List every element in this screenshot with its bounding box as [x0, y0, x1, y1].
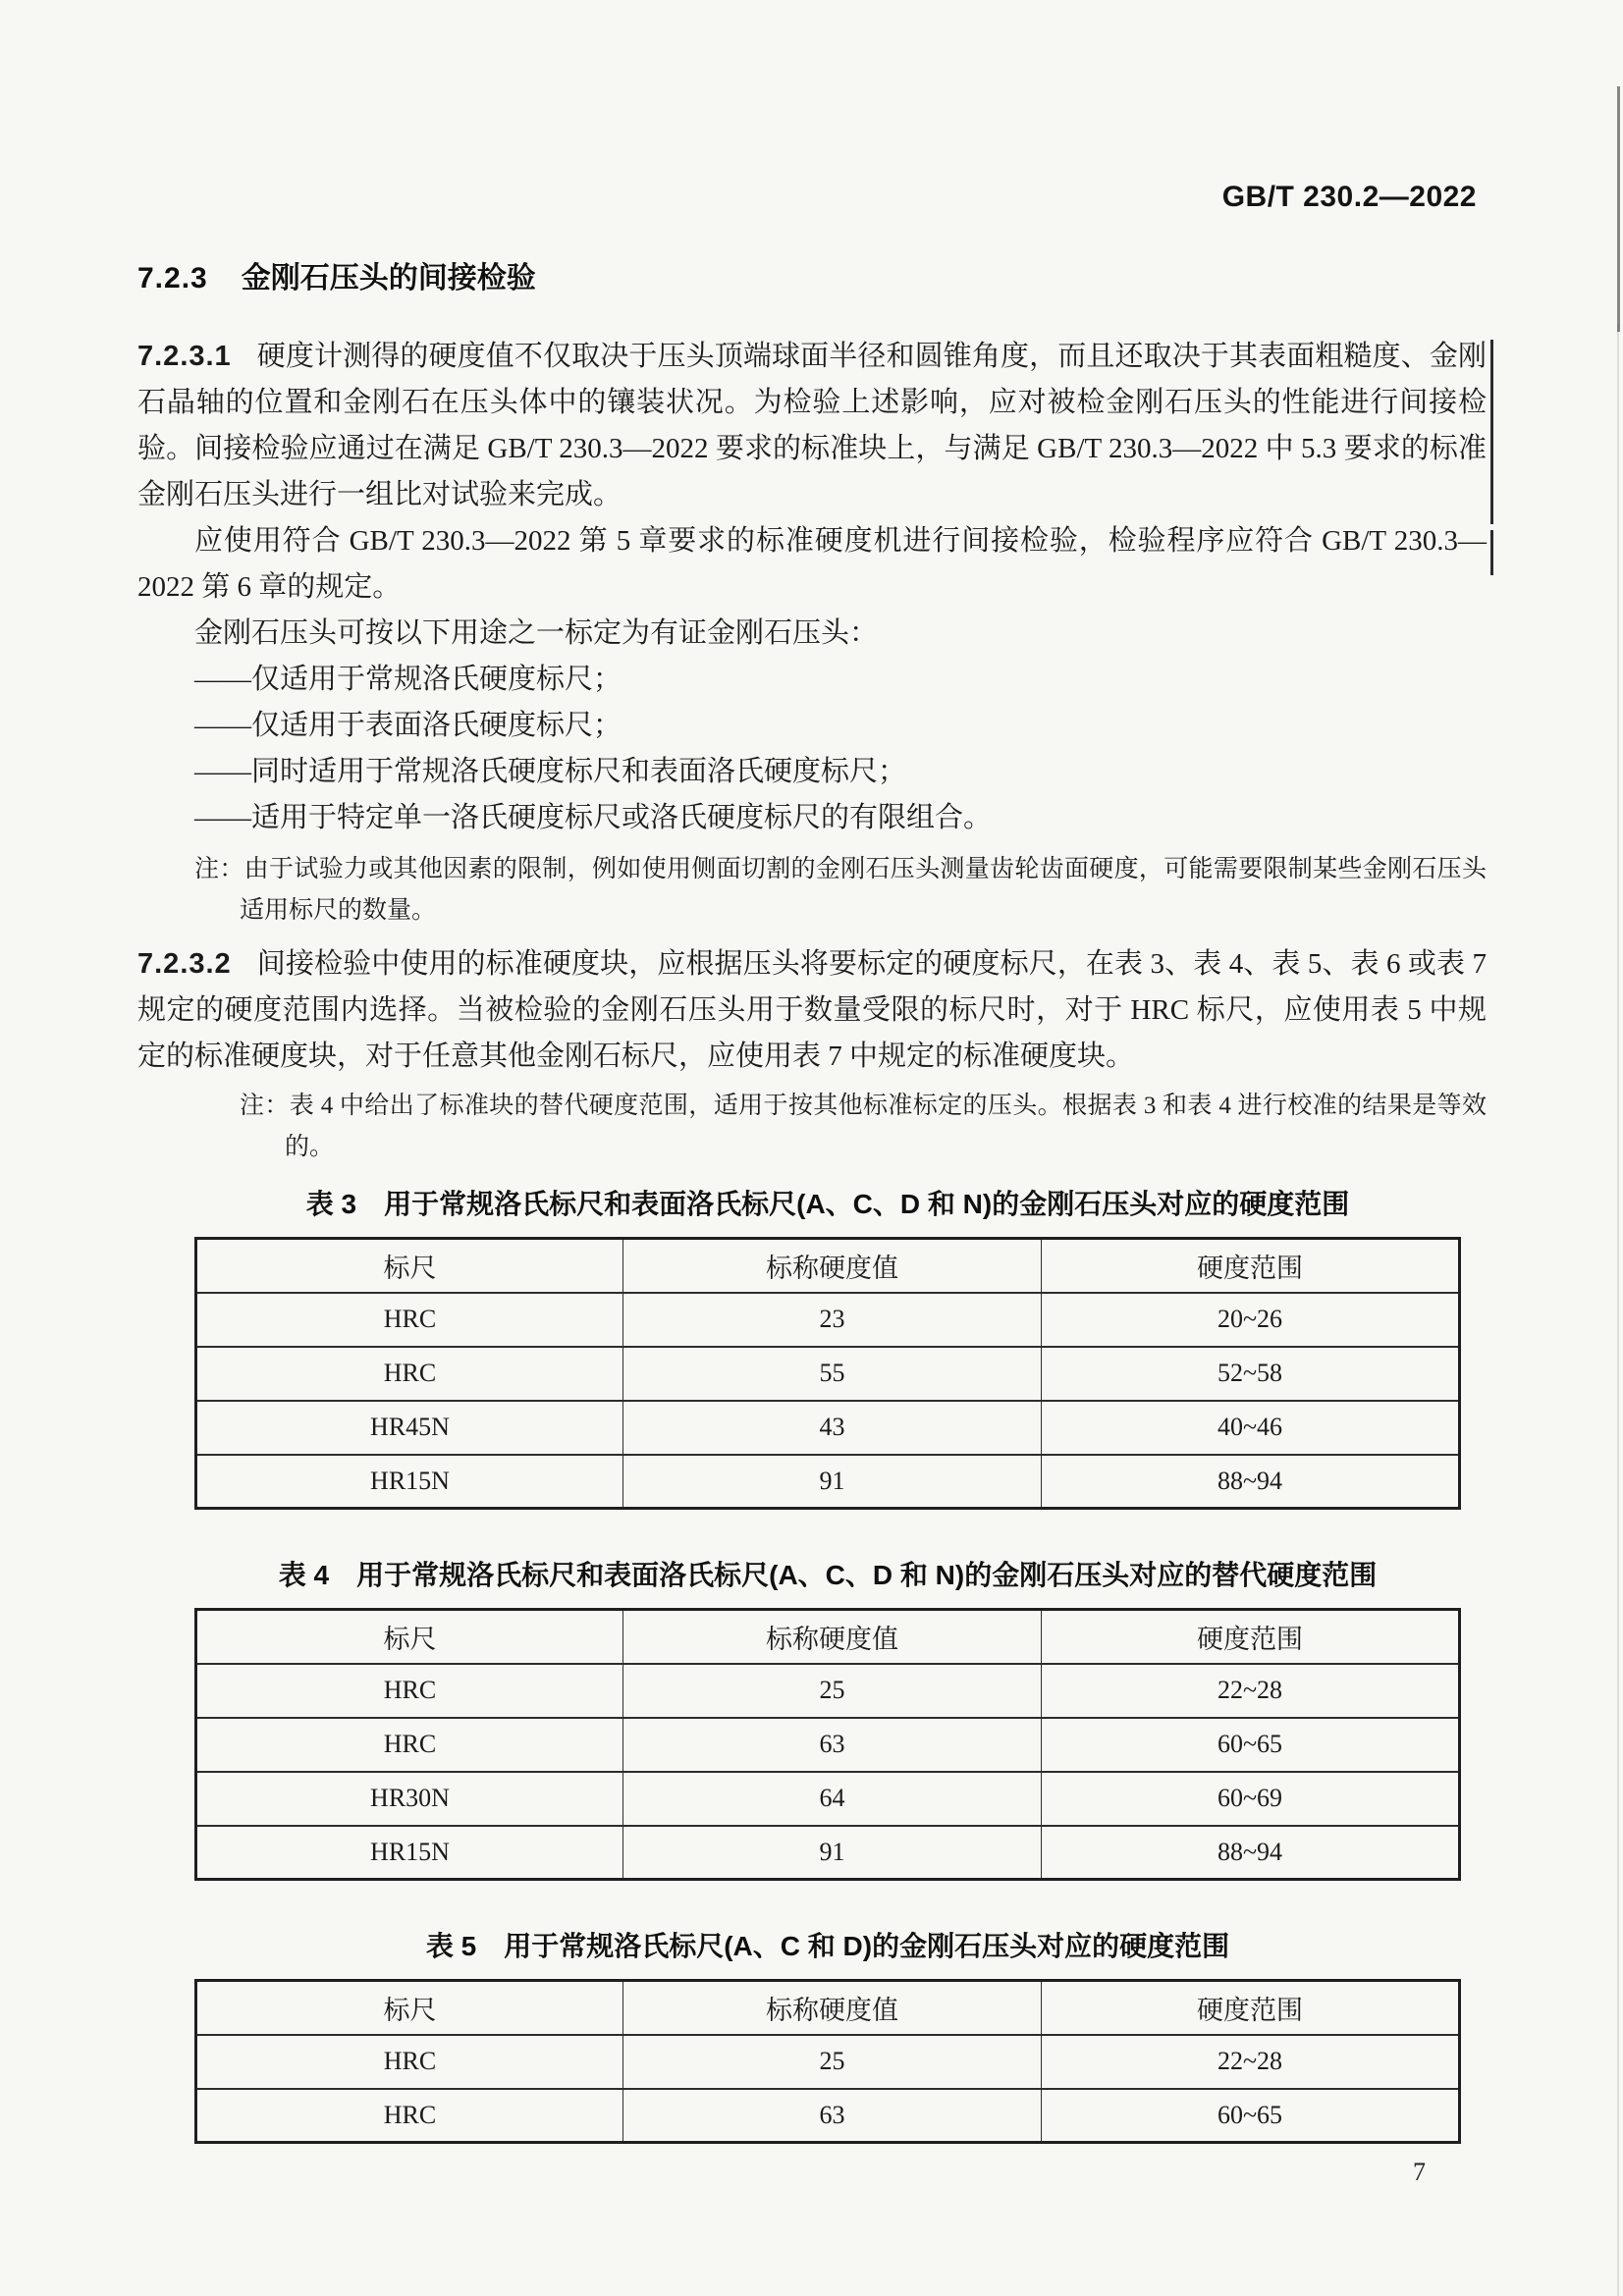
table-row	[196, 1826, 1460, 1880]
scan-edge-artifact	[1617, 86, 1620, 332]
section-number: 7.2.3	[137, 262, 208, 294]
table-header-row	[196, 1981, 1460, 2035]
table-row	[196, 1455, 1460, 1509]
scan-edge-artifact	[1617, 324, 1619, 2296]
change-bar	[1490, 530, 1493, 575]
clause-paragraph	[137, 334, 1487, 518]
hardness-range-table-4	[194, 1608, 1461, 1881]
table-cell: 22~28	[1041, 2035, 1459, 2089]
clause-text: 硬度计测得的硬度值不仅取决于压头顶端球面半径和圆锥角度，而且还取决于其表面粗糙度、金刚石晶轴的位置和金刚石在压头体中的镶装状况。为检验上述影响，应对被检金刚石压头的性能进行间接检验。间接检验应通过在满足 GB/T 230.3—2022 要求的标准块上，与满足 GB/T 230.3—2022 中 5.3 要求的标准金刚石压头进行一组比对试验来完成。	[137, 341, 1487, 510]
table-cell: HRC	[196, 1293, 623, 1347]
column-header: 标称硬度值	[623, 1981, 1042, 2035]
clause-number: 7.2.3.1	[137, 341, 232, 372]
table-cell: 52~58	[1041, 1347, 1459, 1401]
hardness-range-table-5	[194, 1979, 1461, 2144]
table-row	[196, 1664, 1460, 1718]
table-cell: HR30N	[196, 1772, 623, 1826]
table-cell: 25	[623, 1664, 1042, 1718]
table-caption: 表 5 用于常规洛氏标尺(A、C 和 D)的金刚石压头对应的硬度范围	[425, 1931, 1230, 1961]
clause-text: 间接检验中使用的标准硬度块，应根据压头将要标定的硬度标尺，在表 3、表 4、表 5、表 6 或表 7 规定的硬度范围内选择。当被检验的金刚石压头用于数量受限的标尺时，对于 HRC 标尺，应使用表 5 中规定的标准硬度块，对于任意其他金刚石标尺，应使用表 7 中规定的标准硬度块。	[137, 948, 1487, 1072]
change-bar	[1490, 340, 1493, 524]
clause-paragraph	[137, 941, 1487, 1080]
table-row	[196, 1401, 1460, 1455]
table-cell: 20~26	[1041, 1293, 1459, 1347]
table-cell: 64	[623, 1772, 1042, 1826]
table-cell: 25	[623, 2035, 1042, 2089]
list-item: ——同时适用于常规洛氏硬度标尺和表面洛氏硬度标尺；	[194, 756, 907, 787]
column-header: 标尺	[196, 1981, 623, 2035]
table-row	[196, 1293, 1460, 1347]
table-cell: HR15N	[196, 1455, 623, 1509]
table-header-row	[196, 1610, 1460, 1664]
table-cell: HRC	[196, 1347, 623, 1401]
note: 注：由于试验力或其他因素的限制，例如使用侧面切割的金刚石压头测量齿轮齿面硬度，可能需要限制某些金刚石压头适用标尺的数量。	[194, 856, 1487, 924]
table-cell: 63	[623, 2089, 1042, 2143]
table-cell: 63	[623, 1718, 1042, 1772]
table-cell: HRC	[196, 2089, 623, 2143]
hardness-range-table-3	[194, 1237, 1461, 1510]
column-header: 标尺	[196, 1610, 623, 1664]
table-cell: HR45N	[196, 1401, 623, 1455]
table-cell: 88~94	[1041, 1455, 1459, 1509]
table-cell: 91	[623, 1826, 1042, 1880]
table-cell: HR15N	[196, 1826, 623, 1880]
list-item: ——适用于特定单一洛氏硬度标尺或洛氏硬度标尺的有限组合。	[194, 802, 993, 833]
table-cell: 60~65	[1041, 1718, 1459, 1772]
table-cell: 88~94	[1041, 1826, 1459, 1880]
table-row	[196, 2089, 1460, 2143]
table-cell: 60~69	[1041, 1772, 1459, 1826]
column-header: 标尺	[196, 1239, 623, 1293]
table-cell: 23	[623, 1293, 1042, 1347]
section-title: 金刚石压头的间接检验	[241, 262, 536, 294]
table-cell: 55	[623, 1347, 1042, 1401]
note: 注：表 4 中给出了标准块的替代硬度范围，适用于按其他标准标定的压头。根据表 3 和表 4 进行校准的结果是等效的。	[240, 1093, 1487, 1160]
table-cell: 40~46	[1041, 1401, 1459, 1455]
table-caption: 表 3 用于常规洛氏标尺和表面洛氏标尺(A、C、D 和 N)的金刚石压头对应的硬度范围	[305, 1189, 1350, 1219]
standard-number-header: GB/T 230.2—2022	[1221, 181, 1477, 213]
table-header-row	[196, 1239, 1460, 1293]
column-header: 硬度范围	[1041, 1239, 1459, 1293]
table-row	[196, 2035, 1460, 2089]
table-cell: 22~28	[1041, 1664, 1459, 1718]
table-cell: HRC	[196, 1718, 623, 1772]
clause-number: 7.2.3.2	[137, 948, 232, 980]
page-content	[137, 257, 1487, 2187]
paragraph: 金刚石压头可按以下用途之一标定为有证金刚石压头：	[194, 617, 879, 649]
list-item: ——仅适用于表面洛氏硬度标尺；	[194, 710, 622, 741]
column-header: 标称硬度值	[623, 1610, 1042, 1664]
table-row	[196, 1718, 1460, 1772]
table-row	[196, 1772, 1460, 1826]
paragraph: 应使用符合 GB/T 230.3—2022 第 5 章要求的标准硬度机进行间接检验，检验程序应符合 GB/T 230.3—2022 第 6 章的规定。	[137, 525, 1487, 603]
table-cell: 91	[623, 1455, 1042, 1509]
table-cell: HRC	[196, 1664, 623, 1718]
table-cell: HRC	[196, 2035, 623, 2089]
table-row	[196, 1347, 1460, 1401]
column-header: 标称硬度值	[623, 1239, 1042, 1293]
table-caption: 表 4 用于常规洛氏标尺和表面洛氏标尺(A、C、D 和 N)的金刚石压头对应的替代硬度范围	[278, 1560, 1378, 1590]
table-cell: 43	[623, 1401, 1042, 1455]
page-number: 7	[1413, 2158, 1426, 2186]
list-item: ——仅适用于常规洛氏硬度标尺；	[194, 664, 622, 695]
section-heading	[137, 257, 1487, 300]
table-cell: 60~65	[1041, 2089, 1459, 2143]
column-header: 硬度范围	[1041, 1610, 1459, 1664]
column-header: 硬度范围	[1041, 1981, 1459, 2035]
